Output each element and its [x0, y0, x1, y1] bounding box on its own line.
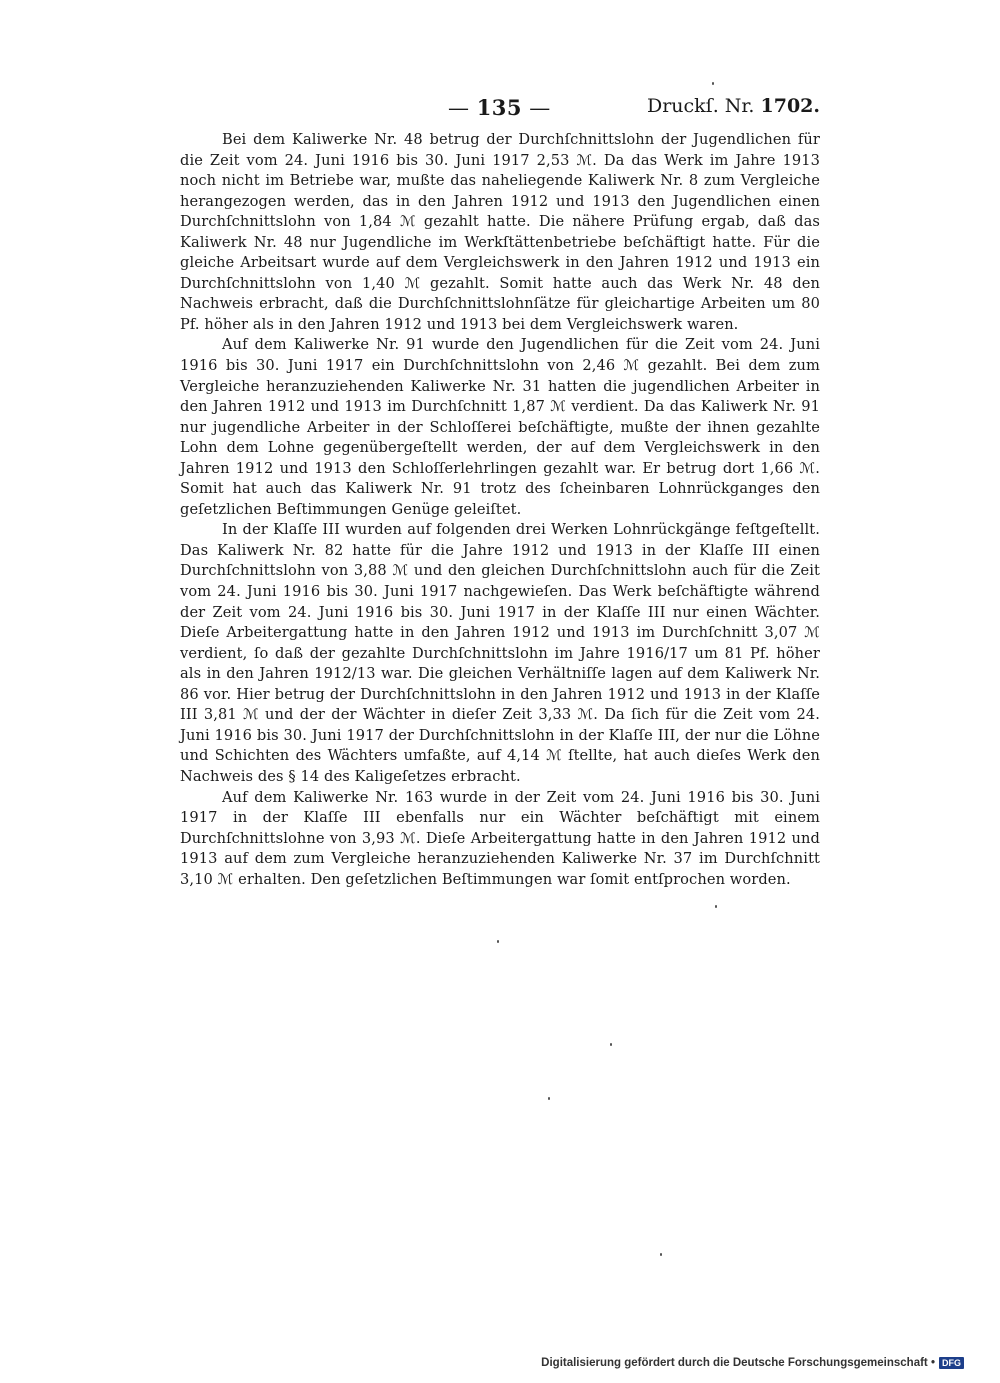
scan-speck [548, 1097, 550, 1100]
page-header [180, 95, 820, 121]
body-text [180, 130, 820, 890]
print-reference-number: 1702. [760, 95, 820, 117]
print-reference-label: Druckſ. Nr. [646, 95, 755, 117]
scan-speck [715, 905, 717, 908]
paragraph: Bei dem Kaliwerke Nr. 48 betrug der Durchſchnittslohn der Jugendlichen für die Zeit vom 24. Juni 1916 bis 30. Juni 1917 2,53 ℳ. Da das Werk im Jahre 1913 noch nicht im Betriebe war, mußte das naheliegende Kaliwerk Nr. 8 zum Vergleiche herangezogen werden, das in den Jahren 1912 und 1913 den Jugendlichen einen Durchſchnittslohn von 1,84 ℳ gezahlt hatte. Die nähere Prüfung ergab, daß das Kaliwerk Nr. 48 nur Jugendliche im Werkſtättenbetriebe beſchäftigt hatte. Für die gleiche Arbeitsart wurde auf dem Vergleichswerk in den Jahren 1912 und 1913 ein Durchſchnittslohn von 1,40 ℳ gezahlt. Somit hatte auch das Werk Nr. 48 den Nachweis erbracht, daß die Durchſchnittslohnſätze für gleichartige Arbeiten um 80 Pf. höher als in den Jahren 1912 und 1913 bei dem Vergleichswerk waren. [180, 131, 820, 333]
footer-text: Digitalisierung gefördert durch die Deutsche Forschungsgemeinschaft • [541, 1357, 935, 1369]
paragraph: Auf dem Kaliwerke Nr. 163 wurde in der Zeit vom 24. Juni 1916 bis 30. Juni 1917 in der Klaſſe III ebenfalls nur ein Wächter beſchäftigt mit einem Durchſchnittslohne von 3,93 ℳ. Dieſe Arbeitergattung hatte in den Jahren 1912 und 1913 auf dem zum Vergleiche heranzuziehenden Kaliwerke Nr. 37 im Durchſchnitt 3,10 ℳ erhalten. Den geſetzlichen Beſtimmungen war ſomit entſprochen worden. [180, 788, 820, 888]
paragraph: In der Klaſſe III wurden auf folgenden drei Werken Lohnrückgänge feſtgeſtellt. Das Kaliwerk Nr. 82 hatte für die Jahre 1912 und 1913 in der Klaſſe III einen Durchſchnittslohn von 3,88 ℳ und den gleichen Durchſchnittslohn auch für die Zeit vom 24. Juni 1916 bis 30. Juni 1917 nachgewieſen. Das Werk beſchäftigte während der Zeit vom 24. Juni 1916 bis 30. Juni 1917 in der Klaſſe III nur einen Wächter. Dieſe Arbeitergattung hatte in den Jahren 1912 und 1913 im Durchſchnitt 3,07 ℳ verdient, ſo daß der gezahlte Durchſchnittslohn im Jahre 1916/17 um 81 Pf. höher als in den Jahren 1912/13 war. Die gleichen Verhältniſſe lagen auf dem Kaliwerk Nr. 86 vor. Hier betrug der Durchſchnittslohn in den Jahren 1912 und 1913 in der Klaſſe III 3,81 ℳ und der der Wächter in dieſer Zeit 3,33 ℳ. Da ſich für die Zeit vom 24. Juni 1916 bis 30. Juni 1917 der Durchſchnittslohn in der Klaſſe III, der nur die Löhne und Schichten des Wächters umfaßte, auf 4,14 ℳ ſtellte, hat auch dieſes Werk den Nachweis des § 14 des Kaligeſetzes erbracht. [180, 521, 820, 785]
print-reference [647, 95, 820, 117]
scan-speck [497, 940, 499, 943]
dfg-logo: DFG [939, 1357, 964, 1369]
paragraph: Auf dem Kaliwerke Nr. 91 wurde den Jugendlichen für die Zeit vom 24. Juni 1916 bis 30. Juni 1917 ein Durchſchnittslohn von 2,46 ℳ gezahlt. Bei dem zum Vergleiche heranzuziehenden Kaliwerke Nr. 31 hatten die jugendlichen Arbeiter in den Jahren 1912 und 1913 im Durchſchnitt 1,87 ℳ verdient. Da das Kaliwerk Nr. 91 nur jugendliche Arbeiter in der Schloſſerei beſchäftigte, mußte der ihnen gezahlte Lohn dem Lohne gegenübergeſtellt werden, der auf dem Vergleichswerk in den Jahren 1912 und 1913 den Schloſſerlehrlingen gezahlt war. Er betrug dort 1,66 ℳ. Somit hat auch das Kaliwerk Nr. 91 trotz des ſcheinbaren Lohnrückganges den geſetzlichen Beſtimmungen Genüge geleiſtet. [180, 336, 820, 518]
digitization-footer [541, 1357, 964, 1369]
scan-speck [610, 1043, 612, 1046]
scan-speck [712, 82, 714, 85]
scan-speck [660, 1253, 662, 1256]
page-number: — 135 — [448, 95, 551, 120]
